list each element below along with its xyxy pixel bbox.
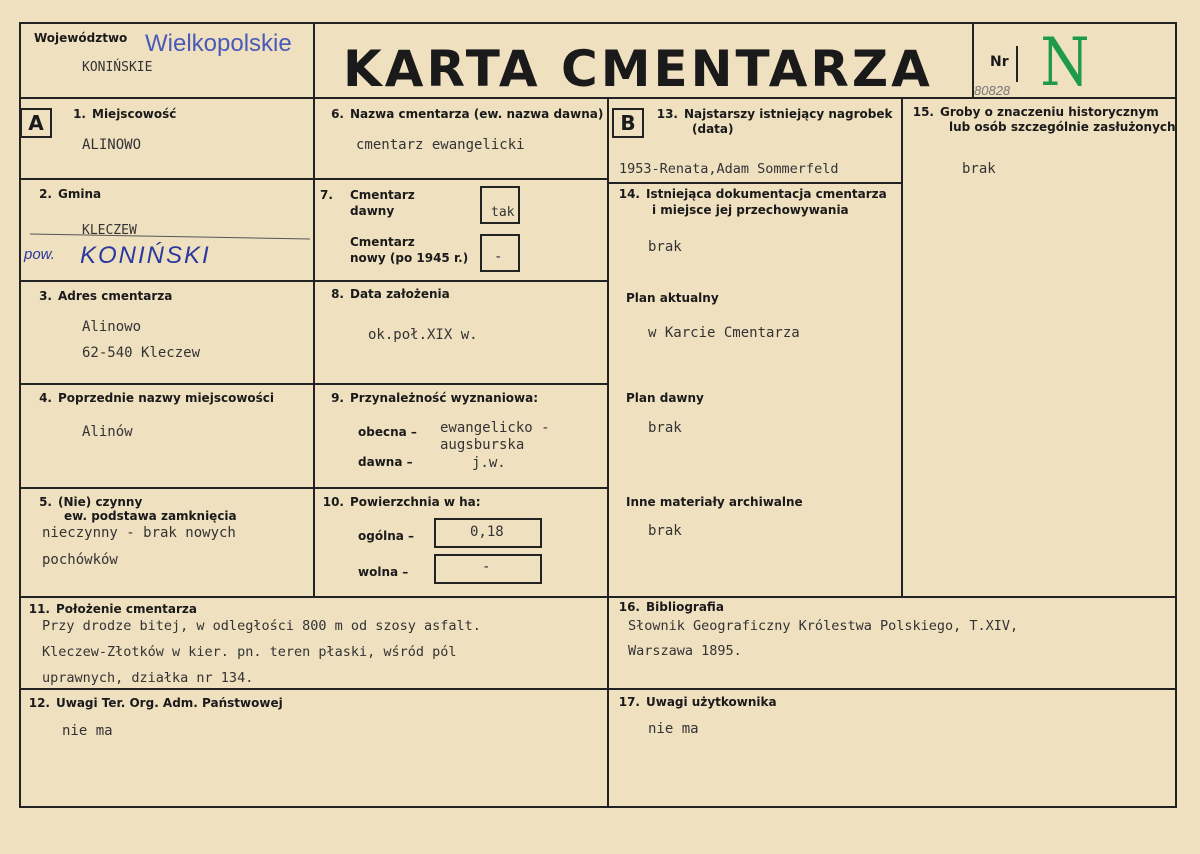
- field-2-handwritten-value: KONIŃSKI: [80, 242, 211, 269]
- field-10-wolna-value: -: [482, 559, 491, 575]
- field-7-dawny-label-1: Cmentarz: [350, 188, 415, 202]
- field-9-obecna-value-2: augsburska: [440, 437, 525, 453]
- field-10-label-text: Powierzchnia w ha:: [350, 495, 481, 509]
- field-14-number: 14.: [618, 187, 640, 201]
- inne-materialy-label: Inne materiały archiwalne: [626, 495, 803, 509]
- field-11-line-1: Przy drodze bitej, w odległości 800 m od szosy asfalt.: [42, 618, 481, 634]
- field-6-label-text: Nazwa cmentarza (ew. nazwa dawna): [350, 107, 604, 121]
- field-17-label: [614, 694, 777, 710]
- divider: [313, 97, 315, 597]
- field-9-obecna-value-1: ewangelicko -: [440, 420, 550, 436]
- field-12-number: 12.: [28, 696, 50, 710]
- wojewodztwo-value: KONIŃSKIE: [82, 60, 153, 75]
- field-7-nowy-label-1: Cmentarz: [350, 235, 415, 249]
- field-10-wolna-label: wolna –: [358, 565, 409, 579]
- field-3-number: 3.: [39, 289, 52, 303]
- field-13-value: 1953-Renata,Adam Sommerfeld: [619, 161, 839, 177]
- field-12-label-text: Uwagi Ter. Org. Adm. Państwowej: [56, 696, 283, 710]
- field-6-number: 6.: [331, 107, 344, 121]
- field-4-label: [26, 390, 274, 406]
- field-2-value: KLECZEW: [82, 223, 137, 238]
- field-3-line-2: 62-540 Kleczew: [82, 345, 201, 361]
- field-4-number: 4.: [39, 391, 52, 405]
- wojewodztwo-stamp: Wielkopolskie: [145, 30, 292, 57]
- field-3-label: [26, 288, 172, 304]
- field-3-line-1: Alinowo: [82, 319, 142, 335]
- field-7-dawny-label-2: dawny: [350, 204, 395, 218]
- field-1-number: 1.: [73, 107, 86, 121]
- card-frame: [19, 22, 1177, 808]
- field-8-value: ok.poł.XIX w.: [368, 327, 478, 343]
- field-11-line-2: Kleczew-Złotków w kier. pn. teren płaski, wśród pól: [42, 644, 457, 660]
- field-9-dawna-label: dawna –: [358, 455, 413, 469]
- field-5-label-text-2: ew. podstawa zamknięcia: [64, 509, 237, 523]
- field-14-label-text-2: i miejsce jej przechowywania: [652, 203, 849, 217]
- field-13-label: [652, 106, 893, 122]
- nr-box: [1016, 46, 1018, 82]
- field-15-label-text-2: lub osób szczególnie zasłużonych: [949, 120, 1176, 134]
- field-1-label: [60, 106, 176, 122]
- field-5-label-text-1: (Nie) czynny: [58, 495, 143, 509]
- wojewodztwo-label: Województwo: [34, 31, 128, 45]
- field-17-label-text: Uwagi użytkownika: [646, 695, 777, 709]
- field-14-label: [614, 186, 887, 202]
- field-9-dawna-value: j.w.: [472, 455, 506, 471]
- inne-materialy-value: brak: [648, 523, 682, 539]
- field-13-label-text-2: (data): [692, 122, 734, 136]
- field-10-number: 10.: [322, 495, 344, 509]
- field-8-number: 8.: [331, 287, 344, 301]
- field-5-line-2: pochówków: [42, 552, 118, 568]
- nr-label: Nr: [990, 54, 1009, 70]
- field-6-label: [318, 106, 603, 122]
- plan-dawny-label: Plan dawny: [626, 391, 704, 405]
- divider: [19, 688, 1177, 690]
- section-a-letter: A: [20, 108, 52, 138]
- field-1-label-text: Miejscowość: [92, 107, 177, 121]
- field-7-dawny-value: tak: [491, 205, 515, 220]
- field-9-obecna-label: obecna –: [358, 425, 417, 439]
- field-4-label-text: Poprzednie nazwy miejscowości: [58, 391, 275, 405]
- field-15-number: 15.: [912, 105, 934, 119]
- field-14-label-text-1: Istniejąca dokumentacja cmentarza: [646, 187, 887, 201]
- field-11-number: 11.: [28, 602, 50, 616]
- field-14-value: brak: [648, 239, 682, 255]
- plan-aktualny-label: Plan aktualny: [626, 291, 719, 305]
- field-15-label: [908, 104, 1159, 120]
- field-9-label: [318, 390, 538, 406]
- field-6-value: cmentarz ewangelicki: [356, 137, 525, 153]
- field-2-number: 2.: [39, 187, 52, 201]
- field-11-label-text: Położenie cmentarza: [56, 602, 197, 616]
- field-10-label: [318, 494, 481, 510]
- field-9-number: 9.: [331, 391, 344, 405]
- field-4-value: Alinów: [82, 424, 133, 440]
- field-2-label-text: Gmina: [58, 187, 102, 201]
- field-10-ogolna-label: ogólna –: [358, 529, 415, 543]
- card-title: KARTA CMENTARZA: [343, 40, 933, 98]
- plan-aktualny-value: w Karcie Cmentarza: [648, 325, 800, 341]
- section-b-letter: B: [612, 108, 644, 138]
- field-7-nowy-value: -: [494, 249, 503, 265]
- field-16-label-text: Bibliografia: [646, 600, 724, 614]
- field-16-line-1: Słownik Geograficzny Królestwa Polskiego, T.XIV,: [628, 618, 1019, 634]
- field-7-nowy-label-2: nowy (po 1945 r.): [350, 251, 469, 265]
- field-15-label-text-1: Groby o znaczeniu historycznym: [940, 105, 1159, 119]
- field-2-handwritten-prefix: pow.: [24, 246, 55, 263]
- divider: [313, 22, 315, 98]
- field-2-label: [26, 186, 101, 202]
- field-16-number: 16.: [618, 600, 640, 614]
- field-16-line-2: Warszawa 1895.: [628, 643, 742, 659]
- field-13-number: 13.: [656, 107, 678, 121]
- field-3-label-text: Adres cmentarza: [58, 289, 173, 303]
- field-15-value: brak: [962, 161, 996, 177]
- nr-small-number: 80828: [974, 83, 1011, 98]
- field-16-label: [614, 599, 724, 615]
- field-17-number: 17.: [618, 695, 640, 709]
- divider: [607, 97, 609, 808]
- field-5-line-1: nieczynny - brak nowych: [42, 525, 236, 541]
- field-12-label: [24, 695, 283, 711]
- field-10-ogolna-value: 0,18: [470, 524, 504, 540]
- field-7-number: 7.: [320, 188, 333, 202]
- field-17-value: nie ma: [648, 721, 699, 737]
- nr-handwritten-value: N: [1040, 24, 1090, 101]
- field-8-label-text: Data założenia: [350, 287, 450, 301]
- field-5-number: 5.: [39, 495, 52, 509]
- field-8-label: [318, 286, 450, 302]
- divider: [901, 97, 903, 597]
- divider: [607, 182, 901, 184]
- field-11-label: [24, 601, 197, 617]
- field-11-line-3: uprawnych, działka nr 134.: [42, 670, 254, 686]
- field-13-label-text-1: Najstarszy istniejący nagrobek: [684, 107, 893, 121]
- field-12-value: nie ma: [62, 723, 113, 739]
- field-1-value: ALINOWO: [82, 137, 142, 153]
- divider: [19, 596, 1177, 598]
- field-9-label-text: Przynależność wyznaniowa:: [350, 391, 539, 405]
- plan-dawny-value: brak: [648, 420, 682, 436]
